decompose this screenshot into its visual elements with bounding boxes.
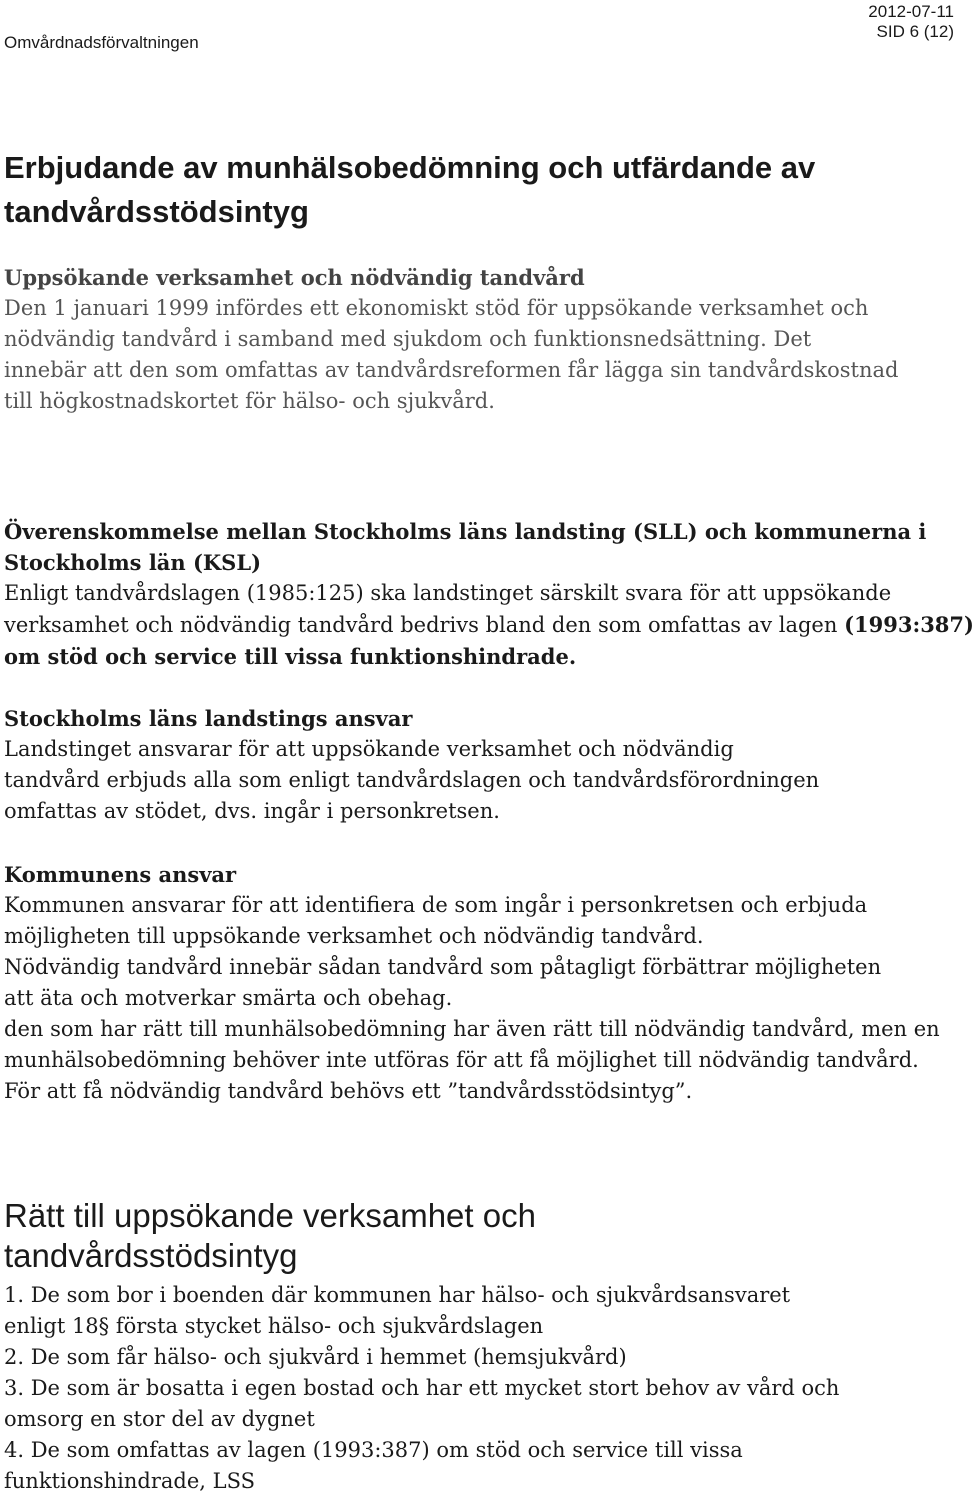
eligibility-list: [4, 1280, 954, 1497]
paragraph-line: innebär att den som omfattas av tandvårdsreformen får lägga sin tandvårdskostnad: [4, 358, 899, 382]
section-heading: Överenskommelse mellan Stockholms läns landsting (SLL) och kommunerna i: [4, 519, 927, 544]
paragraph-line: För att få nödvändig tandvård behövs ett ”tandvårdsstödsintyg”.: [4, 1079, 693, 1103]
paragraph-line: till högkostnadskortet för hälso- och sjukvård.: [4, 389, 495, 413]
paragraph-text: verksamhet och nödvändig tandvård bedrivs bland den som omfattas av lagen: [4, 613, 845, 637]
section-title-line-2: tandvårdsstödsintyg: [4, 1237, 298, 1274]
paragraph-line: tandvård erbjuds alla som enligt tandvårdslagen och tandvårdsförordningen: [4, 768, 820, 792]
list-item-continued: enligt 18§ första stycket hälso- och sjukvårdslagen: [4, 1314, 544, 1338]
list-item: 2. De som får hälso- och sjukvård i hemmet (hemsjukvård): [4, 1345, 627, 1369]
main-title: [4, 146, 954, 234]
paragraph-line: omfattas av stödet, dvs. ingår i personkretsen.: [4, 799, 500, 823]
paragraph-line: Nödvändig tandvård innebär sådan tandvård som påtagligt förbättrar möjligheten: [4, 955, 882, 979]
paragraph-line: om stöd och service till vissa funktionshindrade.: [4, 644, 577, 669]
paragraph-line: munhälsobedömning behöver inte utföras för att få möjlighet till nödvändig tandvård.: [4, 1048, 919, 1072]
section-landsting-ansvar: [4, 703, 954, 827]
section-overenskommelse: [4, 516, 974, 672]
main-title-line-2: tandvårdsstödsintyg: [4, 194, 309, 229]
section-heading: Stockholms län (KSL): [4, 550, 262, 575]
section-title-line-1: Rätt till uppsökande verksamhet och: [4, 1197, 536, 1234]
law-reference: (1993:387): [844, 612, 974, 637]
section-heading: Uppsökande verksamhet och nödvändig tandvård: [4, 265, 585, 290]
paragraph-line: Kommunen ansvarar för att identifiera de som ingår i personkretsen och erbjuda: [4, 893, 868, 917]
paragraph-line: Enligt tandvårdslagen (1985:125) ska landstinget särskilt svara för att uppsökande: [4, 581, 892, 605]
paragraph-line: att äta och motverkar smärta och obehag.: [4, 986, 453, 1010]
page-number: SID 6 (12): [876, 22, 954, 41]
main-title-line-1: Erbjudande av munhälsobedömning och utfärdande av: [4, 150, 816, 185]
list-item: 4. De som omfattas av lagen (1993:387) om stöd och service till vissa: [4, 1438, 743, 1462]
document-date: 2012-07-11: [868, 2, 954, 21]
paragraph-line: Landstinget ansvarar för att uppsökande verksamhet och nödvändig: [4, 737, 734, 761]
organization-name: Omvårdnadsförvaltningen: [4, 33, 199, 52]
paragraph-line: möjligheten till uppsökande verksamhet och nödvändig tandvård.: [4, 924, 704, 948]
list-item-continued: omsorg en stor del av dygnet: [4, 1407, 315, 1431]
section-kommun-ansvar: [4, 859, 954, 1107]
paragraph-line: Den 1 januari 1999 infördes ett ekonomiskt stöd för uppsökande verksamhet och: [4, 296, 869, 320]
paragraph-line: nödvändig tandvård i samband med sjukdom och funktionsnedsättning. Det: [4, 327, 812, 351]
list-item-continued: funktionshindrade, LSS: [4, 1469, 255, 1493]
list-item: 3. De som är bosatta i egen bostad och har ett mycket stort behov av vård och: [4, 1376, 840, 1400]
section-uppsokande: [4, 262, 954, 417]
paragraph-line: [4, 609, 974, 641]
section-heading: Kommunens ansvar: [4, 862, 237, 887]
section-title-ratt: [4, 1196, 954, 1276]
list-item: 1. De som bor i boenden där kommunen har hälso- och sjukvårdsansvaret: [4, 1283, 791, 1307]
paragraph-line: den som har rätt till munhälsobedömning har även rätt till nödvändig tandvård, men en: [4, 1017, 940, 1041]
section-heading: Stockholms läns landstings ansvar: [4, 706, 413, 731]
